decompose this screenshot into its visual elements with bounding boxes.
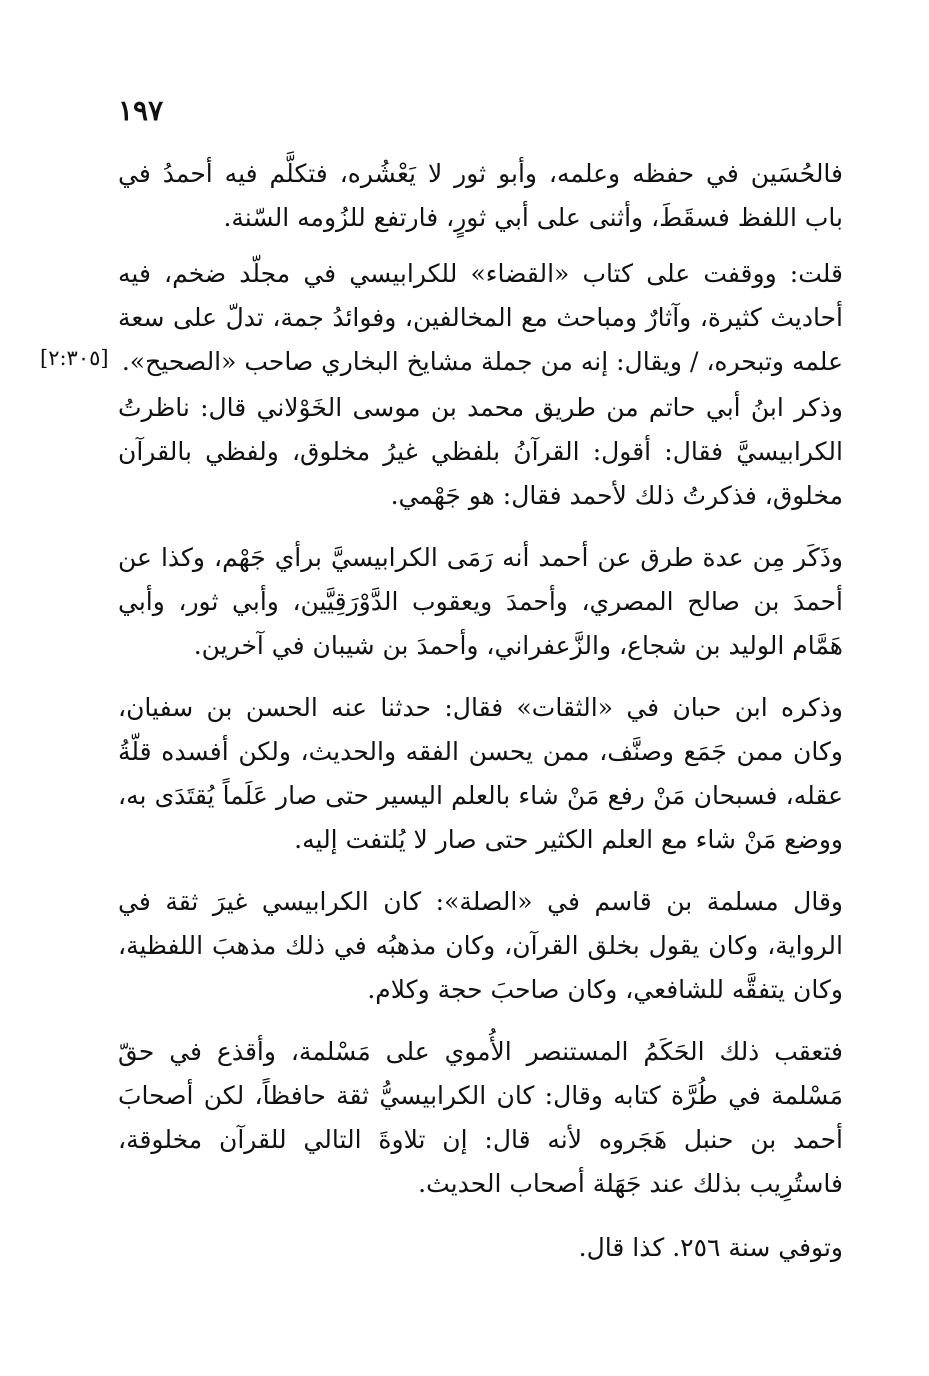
paragraph-4: وذَكَر مِن عدة طرق عن أحمد أنه رَمَى الكرابيسيَّ برأي جَهْم، وكذا عن أحمدَ بن صالح المصري، وأحمدَ ويعقوب الدَّوْرَقِيَّين، وأبي ثور، وأبي هَمَّام الوليد بن شجاع، والزَّعفراني، وأحمدَ بن شيبان في آخرين.	[118, 543, 843, 660]
paragraph	[118, 1030, 843, 1206]
paragraph-1: فالحُسَين في حفظه وعلمه، وأبو ثور لا يَعْشُره، فتكلَّم فيه أحمدُ في باب اللفظ فسقَطَ، وأثنى على أبي ثورٍ، فارتفع للزُومه السّنة.	[118, 159, 843, 232]
paragraph	[118, 536, 843, 668]
paragraph	[118, 1226, 843, 1270]
paragraph-5: وذكره ابن حبان في «الثقات» فقال: حدثنا عنه الحسن بن سفيان، وكان ممن جَمَع وصنَّف، ممن يحسن الفقه والحديث، ولكن أفسده قلّةُ عقله، فسبحان مَنْ رفع مَنْ شاء بالعلم اليسير حتى صار عَلَماً يُقتَدَى به، ووضع مَنْ شاء مع العلم الكثير حتى صار لا يُلتفت إليه.	[118, 693, 843, 854]
paragraph	[118, 880, 843, 1012]
page-number: ١٩٧	[118, 94, 164, 127]
margin-reference: [٢:٣٠٥]	[40, 346, 109, 370]
paragraph-7: فتعقب ذلك الحَكَمُ المستنصر الأُموي على مَسْلمة، وأقذع في حقّ مَسْلمة في طُرَّة كتابه وقال: كان الكرابيسيُّ ثقة حافظاً، لكن أصحابَ أحمد بن حنبل هَجَروه لأنه قال: إن تلاوةَ التالي للقرآن مخلوقة، فاستُرِيب بذلك عند جَهَلة أصحاب الحديث.	[118, 1037, 843, 1198]
paragraph-8: وتوفي سنة ٢٥٦. كذا قال.	[578, 1233, 843, 1262]
paragraph-3: وذكر ابنُ أبي حاتم من طريق محمد بن موسى الخَوْلاني قال: ناظرتُ الكرابيسيَّ فقال: أقول: القرآنُ بلفظي غيرُ مخلوق، ولفظي بالقرآن مخلوق، فذكرتُ ذلك لأحمد فقال: هو جَهْمي.	[118, 393, 843, 510]
paragraph	[118, 686, 843, 862]
paragraph	[118, 252, 843, 384]
paragraph	[118, 152, 843, 240]
paragraph-2: قلت: ووقفت على كتاب «القضاء» للكرابيسي في مجلّد ضخم، فيه أحاديث كثيرة، وآثارٌ ومباحث مع المخالفين، وفوائدُ جمة، تدلّ على سعة علمه وتبحره، / ويقال: إنه من جملة مشايخ البخاري صاحب «الصحيح».	[118, 259, 843, 376]
paragraph-6: وقال مسلمة بن قاسم في «الصلة»: كان الكرابيسي غيرَ ثقة في الرواية، وكان يقول بخلق القرآن، وكان مذهبُه في ذلك مذهبَ اللفظية، وكان يتفقَّه للشافعي، وكان صاحبَ حجة وكلام.	[118, 887, 843, 1004]
paragraph	[118, 386, 843, 518]
